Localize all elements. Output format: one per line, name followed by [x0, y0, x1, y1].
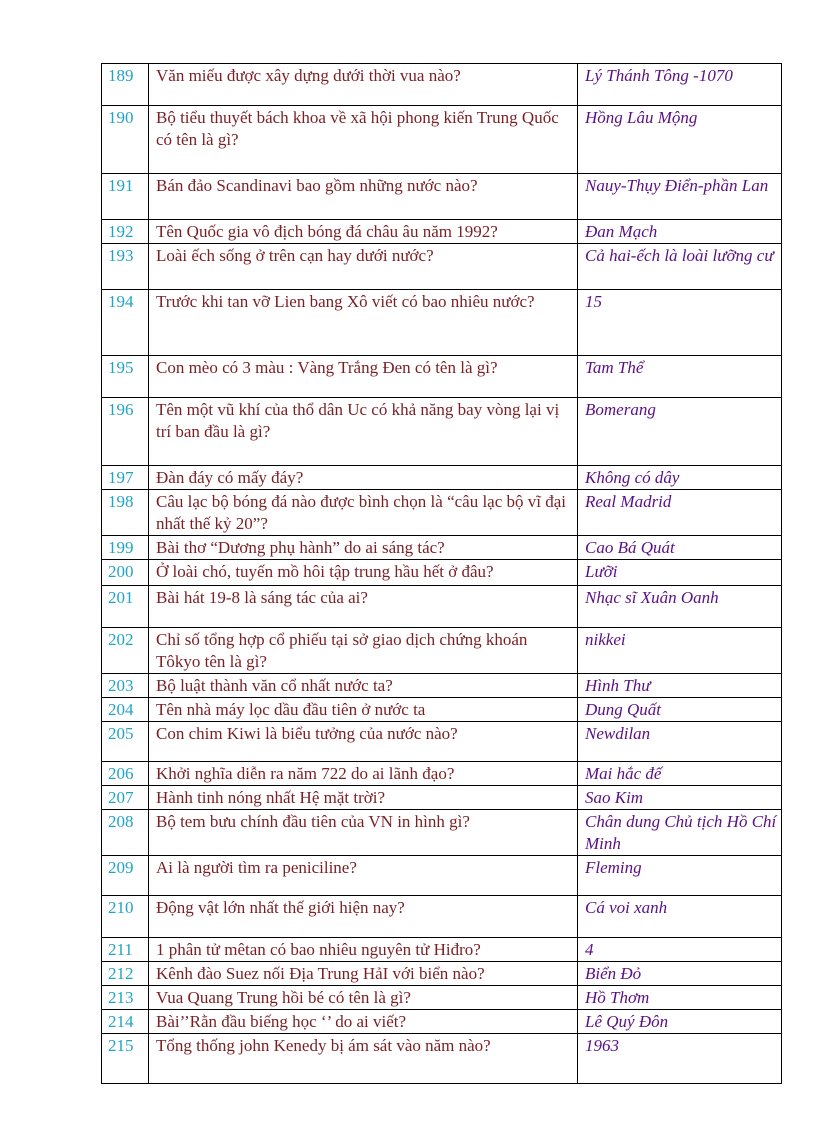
table-row [102, 938, 782, 962]
answer-text: Dung Quất [578, 698, 782, 722]
answer-text: Tam Thể [578, 356, 782, 398]
question-number: 199 [102, 536, 149, 560]
question-text: Chỉ số tổng hợp cổ phiếu tại sở giao dịch chứng khoán Tôkyo tên là gì? [149, 628, 578, 674]
question-number: 206 [102, 762, 149, 786]
question-text: Bài’’Rằn đầu biếng học ‘’ do ai viết? [149, 1010, 578, 1034]
table-row [102, 356, 782, 398]
quiz-table [101, 63, 782, 1084]
table-row [102, 586, 782, 628]
question-text: Kênh đào Suez nối Địa Trung HảI với biển nào? [149, 962, 578, 986]
question-number: 201 [102, 586, 149, 628]
table-row [102, 962, 782, 986]
table-row [102, 698, 782, 722]
question-text: Đàn đáy có mấy đáy? [149, 466, 578, 490]
question-number: 209 [102, 856, 149, 896]
question-text: Tổng thống john Kenedy bị ám sát vào năm nào? [149, 1034, 578, 1084]
question-text: Bộ tem bưu chính đầu tiên của VN in hình gì? [149, 810, 578, 856]
table-row [102, 856, 782, 896]
table-row [102, 1010, 782, 1034]
answer-text: Sao Kim [578, 786, 782, 810]
question-text: Tên Quốc gia vô địch bóng đá châu âu năm 1992? [149, 220, 578, 244]
question-number: 200 [102, 560, 149, 586]
answer-text: Cao Bá Quát [578, 536, 782, 560]
question-number: 194 [102, 290, 149, 356]
question-text: Ở loài chó, tuyến mồ hôi tập trung hầu hết ở đâu? [149, 560, 578, 586]
question-number: 205 [102, 722, 149, 762]
table-row [102, 786, 782, 810]
table-row [102, 174, 782, 220]
table-row [102, 1034, 782, 1084]
answer-text: Lý Thánh Tông -1070 [578, 64, 782, 106]
question-text: Ai là người tìm ra peniciline? [149, 856, 578, 896]
answer-text: Nhạc sĩ Xuân Oanh [578, 586, 782, 628]
answer-text: 15 [578, 290, 782, 356]
question-text: Bộ tiểu thuyết bách khoa về xã hội phong kiến Trung Quốc có tên là gì? [149, 106, 578, 174]
table-row [102, 536, 782, 560]
answer-text: Newdilan [578, 722, 782, 762]
question-text: Vua Quang Trung hồi bé có tên là gì? [149, 986, 578, 1010]
question-number: 213 [102, 986, 149, 1010]
question-number: 210 [102, 896, 149, 938]
table-row [102, 220, 782, 244]
answer-text: Nauy-Thụy Điển-phần Lan [578, 174, 782, 220]
question-text: Khởi nghĩa diễn ra năm 722 do ai lãnh đạo? [149, 762, 578, 786]
answer-text: Lưỡi [578, 560, 782, 586]
table-row [102, 560, 782, 586]
table-row [102, 986, 782, 1010]
table-row [102, 244, 782, 290]
question-text: Bán đảo Scandinavi bao gồm những nước nào? [149, 174, 578, 220]
answer-text: Fleming [578, 856, 782, 896]
table-row [102, 722, 782, 762]
question-text: Hành tinh nóng nhất Hệ mặt trời? [149, 786, 578, 810]
table-row [102, 810, 782, 856]
question-number: 192 [102, 220, 149, 244]
answer-text: Cả hai-ếch là loài lưỡng cư [578, 244, 782, 290]
question-number: 195 [102, 356, 149, 398]
question-number: 197 [102, 466, 149, 490]
question-text: Câu lạc bộ bóng đá nào được bình chọn là “câu lạc bộ vĩ đại nhất thế kỷ 20”? [149, 490, 578, 536]
table-row [102, 398, 782, 466]
question-text: Động vật lớn nhất thế giới hiện nay? [149, 896, 578, 938]
question-text: Loài ếch sống ở trên cạn hay dưới nước? [149, 244, 578, 290]
question-text: 1 phân tử mêtan có bao nhiêu nguyên tử Hiđro? [149, 938, 578, 962]
table-row [102, 64, 782, 106]
table-row [102, 896, 782, 938]
question-number: 191 [102, 174, 149, 220]
table-row [102, 106, 782, 174]
question-number: 214 [102, 1010, 149, 1034]
answer-text: Lê Quý Đôn [578, 1010, 782, 1034]
question-text: Con mèo có 3 màu : Vàng Trắng Đen có tên là gì? [149, 356, 578, 398]
question-number: 215 [102, 1034, 149, 1084]
answer-text: Mai hắc đế [578, 762, 782, 786]
answer-text: Biển Đỏ [578, 962, 782, 986]
table-row [102, 290, 782, 356]
table-row [102, 762, 782, 786]
question-number: 196 [102, 398, 149, 466]
question-text: Trước khi tan vỡ Lien bang Xô viết có bao nhiêu nước? [149, 290, 578, 356]
question-text: Bài thơ “Dương phụ hành” do ai sáng tác? [149, 536, 578, 560]
question-number: 211 [102, 938, 149, 962]
question-number: 203 [102, 674, 149, 698]
question-text: Con chim Kiwi là biểu tưởng của nước nào? [149, 722, 578, 762]
table-row [102, 490, 782, 536]
table-row [102, 674, 782, 698]
answer-text: Hồng Lâu Mộng [578, 106, 782, 174]
answer-text: Bomerang [578, 398, 782, 466]
quiz-table-body [102, 64, 782, 1084]
answer-text: Cá voi xanh [578, 896, 782, 938]
question-number: 207 [102, 786, 149, 810]
question-text: Tên nhà máy lọc dầu đầu tiên ở nước ta [149, 698, 578, 722]
question-text: Tên một vũ khí của thổ dân Uc có khả năng bay vòng lại vị trí ban đầu là gì? [149, 398, 578, 466]
question-number: 189 [102, 64, 149, 106]
question-number: 193 [102, 244, 149, 290]
answer-text: Hình Thư [578, 674, 782, 698]
table-row [102, 466, 782, 490]
answer-text: Không có dây [578, 466, 782, 490]
question-text: Văn miếu được xây dựng dưới thời vua nào? [149, 64, 578, 106]
answer-text: Chân dung Chủ tịch Hồ Chí Minh [578, 810, 782, 856]
question-number: 198 [102, 490, 149, 536]
answer-text: Đan Mạch [578, 220, 782, 244]
question-number: 204 [102, 698, 149, 722]
answer-text: 1963 [578, 1034, 782, 1084]
question-number: 190 [102, 106, 149, 174]
question-number: 212 [102, 962, 149, 986]
question-number: 208 [102, 810, 149, 856]
answer-text: 4 [578, 938, 782, 962]
table-row [102, 628, 782, 674]
question-text: Bài hát 19-8 là sáng tác của ai? [149, 586, 578, 628]
answer-text: Real Madrid [578, 490, 782, 536]
answer-text: Hồ Thơm [578, 986, 782, 1010]
answer-text: nikkei [578, 628, 782, 674]
question-number: 202 [102, 628, 149, 674]
question-text: Bộ luật thành văn cổ nhất nước ta? [149, 674, 578, 698]
